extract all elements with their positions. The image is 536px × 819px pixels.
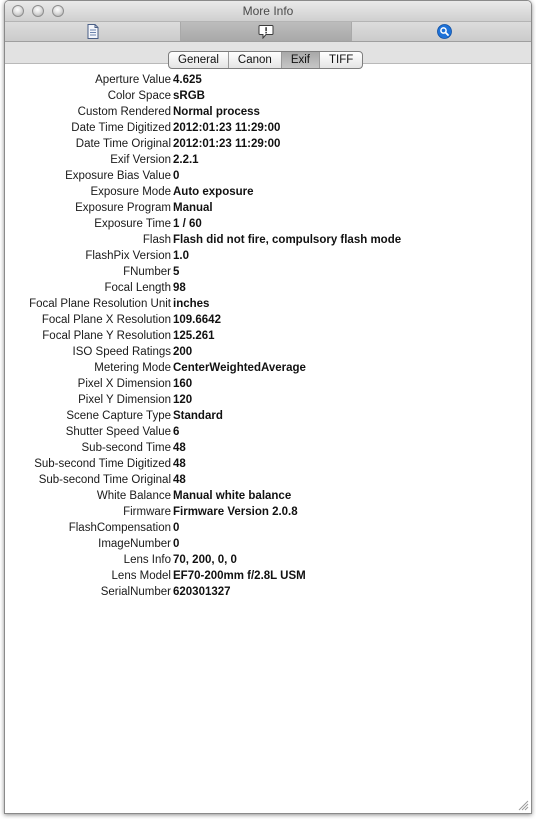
property-label: Focal Plane X Resolution (41, 314, 171, 326)
property-label: Lens Model (111, 570, 171, 582)
property-row (5, 185, 531, 201)
property-label: Exposure Mode (90, 186, 171, 198)
property-label: FNumber (123, 266, 171, 278)
property-value: CenterWeightedAverage (173, 362, 306, 374)
tab-canon[interactable]: Canon (229, 52, 282, 68)
property-label: ImageNumber (98, 538, 171, 550)
property-value: 48 (173, 474, 186, 486)
property-label: Exposure Bias Value (65, 170, 171, 182)
exif-property-list (5, 73, 531, 601)
property-label: Date Time Digitized (71, 122, 171, 134)
property-value: Normal process (173, 106, 260, 118)
property-label: Lens Info (123, 554, 171, 566)
property-label: Date Time Original (75, 138, 171, 150)
tab-exif[interactable]: Exif (282, 52, 320, 68)
property-value: 1.0 (173, 250, 189, 262)
property-value: 98 (173, 282, 186, 294)
property-row (5, 105, 531, 121)
property-row (5, 297, 531, 313)
property-label: Shutter Speed Value (65, 426, 171, 438)
property-row (5, 537, 531, 553)
toolbar-info-button[interactable] (181, 22, 352, 41)
property-label: Custom Rendered (77, 106, 171, 118)
property-row (5, 393, 531, 409)
property-row (5, 233, 531, 249)
property-row (5, 137, 531, 153)
search-icon (437, 24, 452, 39)
property-row (5, 489, 531, 505)
property-value: 0 (173, 170, 180, 182)
property-value: Flash did not fire, compulsory flash mode (173, 234, 402, 246)
property-value: 160 (173, 378, 193, 390)
property-row (5, 361, 531, 377)
property-label: White Balance (96, 490, 171, 502)
property-value: Firmware Version 2.0.8 (173, 506, 298, 518)
property-row (5, 377, 531, 393)
property-row (5, 249, 531, 265)
property-value: 2.2.1 (173, 154, 199, 166)
property-label: Pixel Y Dimension (78, 394, 171, 406)
property-value: 2012:01:23 11:29:00 (173, 122, 281, 134)
property-value: 620301327 (173, 586, 231, 598)
property-row (5, 313, 531, 329)
property-value: 6 (173, 426, 180, 438)
property-label: SerialNumber (100, 586, 171, 598)
property-value: 125.261 (173, 330, 215, 342)
property-label: Aperture Value (95, 74, 171, 86)
property-row (5, 473, 531, 489)
toolbar-document-button[interactable] (5, 22, 181, 41)
property-row (5, 345, 531, 361)
property-label: FlashPix Version (85, 250, 171, 262)
property-value: Standard (173, 410, 223, 422)
property-value: 2012:01:23 11:29:00 (173, 138, 281, 150)
property-row (5, 553, 531, 569)
property-row (5, 521, 531, 537)
document-icon (87, 24, 99, 39)
property-row (5, 441, 531, 457)
property-row (5, 505, 531, 521)
property-row (5, 409, 531, 425)
property-label: Focal Plane Resolution Unit (29, 298, 171, 310)
tab-general[interactable]: General (169, 52, 229, 68)
property-label: Exposure Time (94, 218, 171, 230)
property-label: Scene Capture Type (66, 410, 171, 422)
property-label: ISO Speed Ratings (72, 346, 171, 358)
title-bar[interactable] (5, 1, 531, 22)
property-label: Exif Version (110, 154, 171, 166)
window-title: More Info (242, 4, 294, 18)
property-value: Manual (173, 202, 213, 214)
property-row (5, 89, 531, 105)
property-label: Focal Plane Y Resolution (42, 330, 171, 342)
more-info-window (4, 0, 532, 814)
toolbar (5, 22, 531, 42)
property-value: 200 (173, 346, 193, 358)
property-value: inches (173, 298, 210, 310)
property-value: Manual white balance (173, 490, 292, 502)
property-label: Pixel X Dimension (77, 378, 171, 390)
property-row (5, 153, 531, 169)
property-value: 1 / 60 (173, 218, 202, 230)
property-row (5, 281, 531, 297)
property-row (5, 265, 531, 281)
property-label: Flash (142, 234, 171, 246)
property-label: Color Space (107, 90, 171, 102)
resize-grip-icon[interactable] (518, 800, 529, 811)
property-label: Exposure Program (75, 202, 171, 214)
property-label: Sub-second Time Digitized (34, 458, 171, 470)
property-value: 5 (173, 266, 180, 278)
property-row (5, 425, 531, 441)
property-row (5, 201, 531, 217)
property-value: 109.6642 (173, 314, 221, 326)
property-row (5, 169, 531, 185)
property-label: Sub-second Time Original (38, 474, 171, 486)
property-value: 0 (173, 538, 180, 550)
toolbar-search-button[interactable] (352, 22, 531, 41)
property-row (5, 569, 531, 585)
property-label: Firmware (123, 506, 171, 518)
property-value: 70, 200, 0, 0 (173, 554, 237, 566)
property-value: 48 (173, 458, 186, 470)
property-value: EF70-200mm f/2.8L USM (173, 570, 306, 582)
property-row (5, 585, 531, 601)
property-label: Focal Length (104, 282, 171, 294)
tab-control (168, 51, 363, 69)
property-row (5, 457, 531, 473)
property-row (5, 121, 531, 137)
property-row (5, 73, 531, 89)
property-value: sRGB (173, 90, 205, 102)
info-icon (258, 24, 274, 39)
tab-tiff[interactable]: TIFF (328, 54, 354, 66)
property-label: Metering Mode (94, 362, 171, 374)
property-value: 0 (173, 522, 180, 534)
property-value: 48 (173, 442, 186, 454)
property-row (5, 329, 531, 345)
property-row (5, 217, 531, 233)
property-value: 4.625 (173, 74, 202, 86)
property-value: 120 (173, 394, 193, 406)
property-label: FlashCompensation (68, 522, 171, 534)
property-value: Auto exposure (173, 186, 254, 198)
property-label: Sub-second Time (81, 442, 171, 454)
